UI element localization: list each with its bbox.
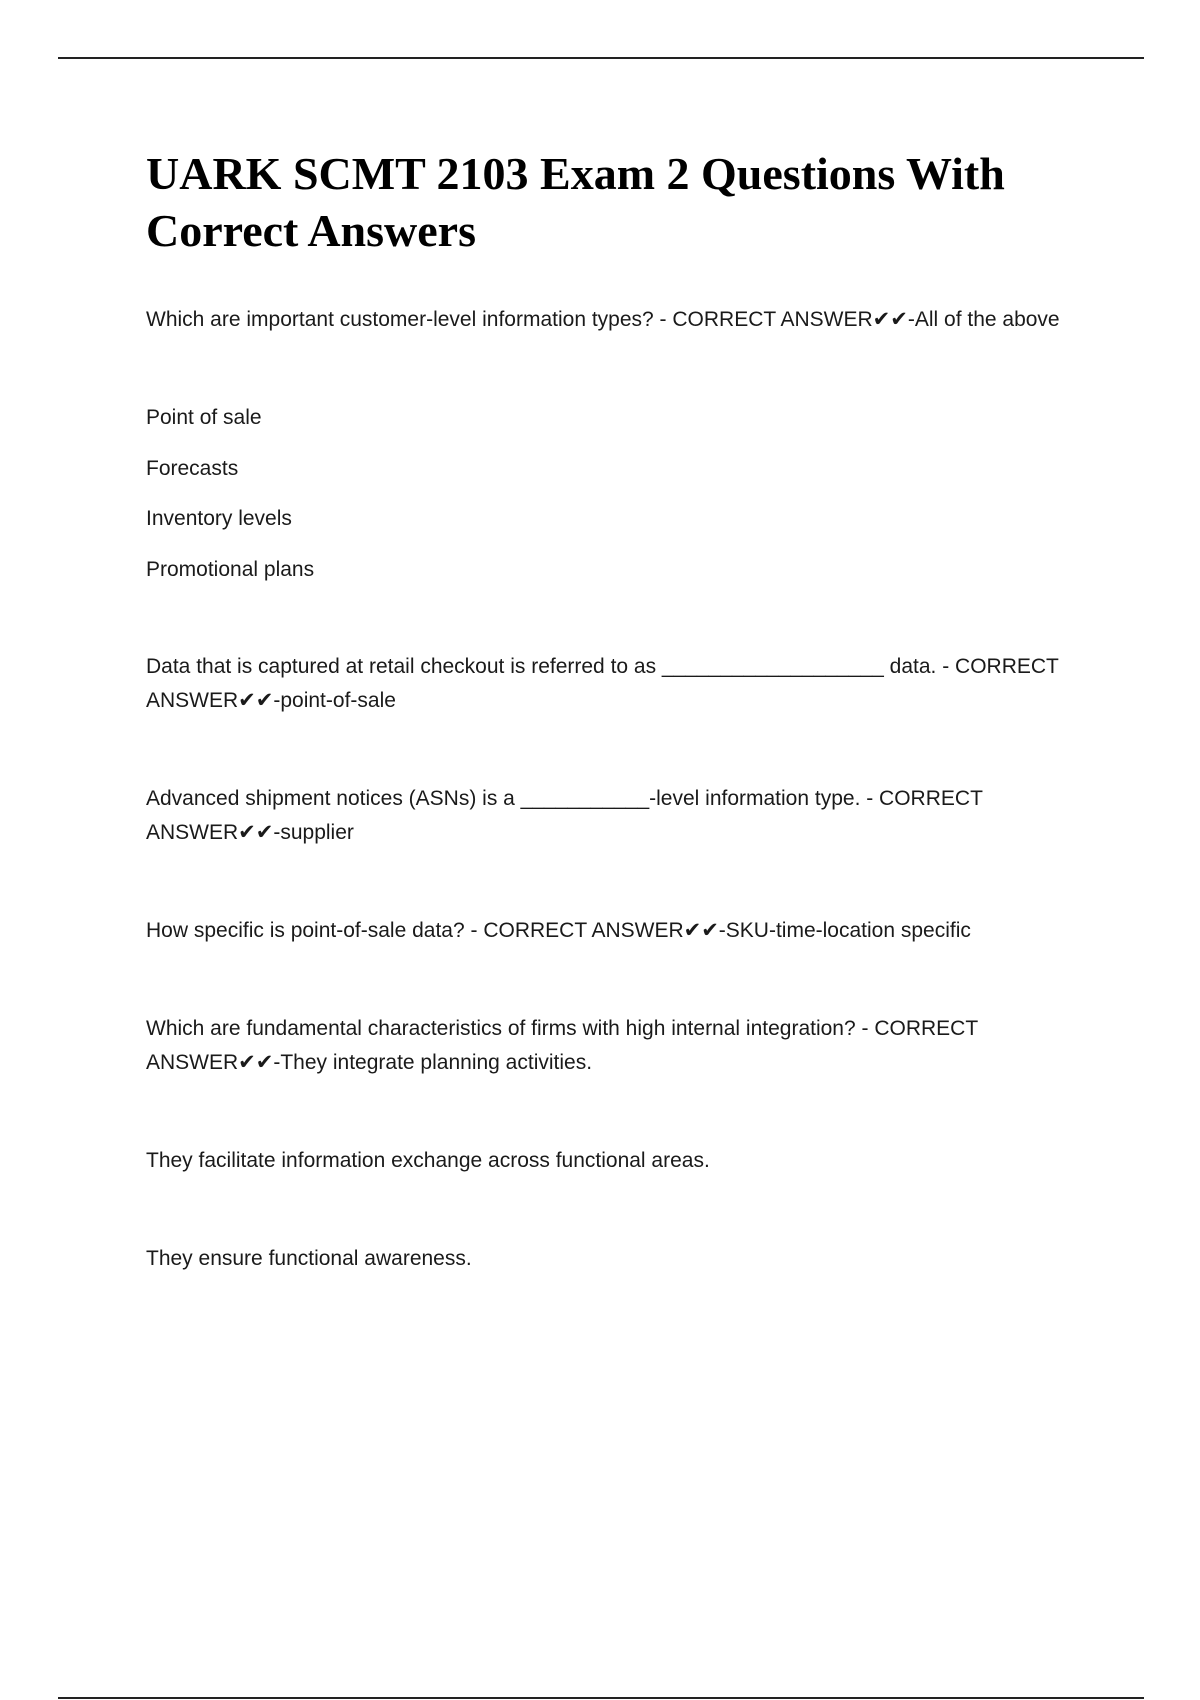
document-body <box>146 145 1066 1340</box>
question-internal-integration: Which are fundamental characteristics of firms with high internal integration? - CORRECT ANSWER✔✔-They integrate planning activities. <box>146 1016 978 1074</box>
option-forecasts: Forecasts <box>146 456 239 480</box>
question-asn-level: Advanced shipment notices (ASNs) is a ___________-level information type. - CORRECT ANSWER✔✔-supplier <box>146 786 983 844</box>
option-promotional-plans: Promotional plans <box>146 557 315 581</box>
top-rule <box>58 57 1144 59</box>
answer-functional-awareness: They ensure functional awareness. <box>146 1246 472 1270</box>
option-inventory-levels: Inventory levels <box>146 507 292 530</box>
answer-information-exchange: They facilitate information exchange across functional areas. <box>146 1148 710 1172</box>
question-pos-specificity: How specific is point-of-sale data? - CORRECT ANSWER✔✔-SKU-time-location specific <box>146 918 971 942</box>
document-title: UARK SCMT 2103 Exam 2 Questions With Correct Answers <box>146 148 1005 256</box>
option-point-of-sale: Point of sale <box>146 406 262 429</box>
question-customer-info-types: Which are important customer-level information types? - CORRECT ANSWER✔✔-All of the above <box>146 308 1060 331</box>
bottom-rule <box>58 1697 1144 1699</box>
question-retail-checkout-data: Data that is captured at retail checkout is referred to as ___________________ data. - CORRECT ANSWER✔✔-point-of-sale <box>146 654 1059 712</box>
